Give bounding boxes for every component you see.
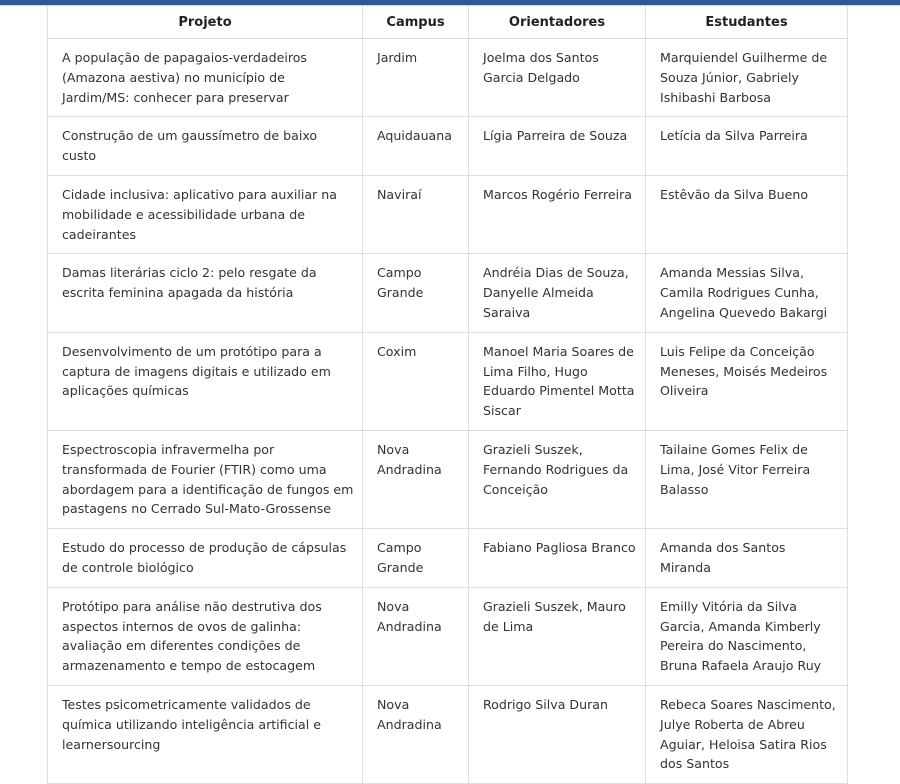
cell-estudantes: Letícia da Silva Parreira (646, 117, 848, 176)
cell-campus: Campo Grande (363, 254, 469, 332)
cell-campus: Naviraí (363, 175, 469, 253)
cell-estudantes: Amanda Messias Silva, Camila Rodrigues Cunha, Angelina Quevedo Bakargi (646, 254, 848, 332)
cell-orientadores: Fabiano Pagliosa Branco (469, 529, 646, 588)
cell-campus: Jardim (363, 39, 469, 117)
table-header-row (48, 6, 848, 39)
cell-projeto: Estudo do processo de produção de cápsulas de controle biológico (48, 529, 363, 588)
cell-orientadores: Marcos Rogério Ferreira (469, 175, 646, 253)
cell-estudantes: Emilly Vitória da Silva Garcia, Amanda Kimberly Pereira do Nascimento, Bruna Rafaela Araujo Ruy (646, 587, 848, 685)
cell-campus: Nova Andradina (363, 685, 469, 783)
cell-estudantes: Tailaine Gomes Felix de Lima, José Vitor Ferreira Balasso (646, 430, 848, 528)
projects-table (47, 6, 848, 784)
cell-estudantes: Amanda dos Santos Miranda (646, 529, 848, 588)
header-campus: Campus (363, 6, 469, 39)
cell-orientadores: Grazieli Suszek, Fernando Rodrigues da Conceição (469, 430, 646, 528)
cell-estudantes: Marquiendel Guilherme de Souza Júnior, Gabriely Ishibashi Barbosa (646, 39, 848, 117)
table-row (48, 430, 848, 528)
table-row (48, 175, 848, 253)
cell-projeto: Cidade inclusiva: aplicativo para auxiliar na mobilidade e acessibilidade urbana de cadeirantes (48, 175, 363, 253)
cell-projeto: Damas literárias ciclo 2: pelo resgate da escrita feminina apagada da história (48, 254, 363, 332)
cell-estudantes: Luis Felipe da Conceição Meneses, Moisés Medeiros Oliveira (646, 332, 848, 430)
cell-campus: Nova Andradina (363, 430, 469, 528)
table-row (48, 117, 848, 176)
cell-campus: Aquidauana (363, 117, 469, 176)
table-row (48, 587, 848, 685)
cell-projeto: Construção de um gaussímetro de baixo custo (48, 117, 363, 176)
cell-orientadores: Lígia Parreira de Souza (469, 117, 646, 176)
cell-estudantes: Estêvão da Silva Bueno (646, 175, 848, 253)
table-row (48, 254, 848, 332)
cell-orientadores: Andréia Dias de Souza, Danyelle Almeida Saraiva (469, 254, 646, 332)
table-row (48, 529, 848, 588)
cell-orientadores: Rodrigo Silva Duran (469, 685, 646, 783)
header-projeto: Projeto (48, 6, 363, 39)
header-estudantes: Estudantes (646, 6, 848, 39)
header-orientadores: Orientadores (469, 6, 646, 39)
cell-estudantes: Rebeca Soares Nascimento, Julye Roberta de Abreu Aguiar, Heloisa Satira Rios dos Santos (646, 685, 848, 783)
cell-campus: Campo Grande (363, 529, 469, 588)
cell-orientadores: Grazieli Suszek, Mauro de Lima (469, 587, 646, 685)
cell-orientadores: Manoel Maria Soares de Lima Filho, Hugo Eduardo Pimentel Motta Siscar (469, 332, 646, 430)
table-row (48, 685, 848, 783)
table-row (48, 39, 848, 117)
cell-projeto: Espectroscopia infravermelha por transformada de Fourier (FTIR) como uma abordagem para a identificação de fungos em pastagens no Cerrado Sul-Mato-Grossense (48, 430, 363, 528)
table-row (48, 332, 848, 430)
cell-campus: Coxim (363, 332, 469, 430)
cell-projeto: Testes psicometricamente validados de química utilizando inteligência artificial e learnersourcing (48, 685, 363, 783)
cell-orientadores: Joelma dos Santos Garcia Delgado (469, 39, 646, 117)
cell-projeto: Desenvolvimento de um protótipo para a captura de imagens digitais e utilizado em aplicações químicas (48, 332, 363, 430)
table-container (47, 6, 847, 784)
cell-campus: Nova Andradina (363, 587, 469, 685)
cell-projeto: Protótipo para análise não destrutiva dos aspectos internos de ovos de galinha: avaliação em diferentes condições de armazenamento e tempo de estocagem (48, 587, 363, 685)
cell-projeto: A população de papagaios-verdadeiros (Amazona aestiva) no município de Jardim/MS: conhecer para preservar (48, 39, 363, 117)
